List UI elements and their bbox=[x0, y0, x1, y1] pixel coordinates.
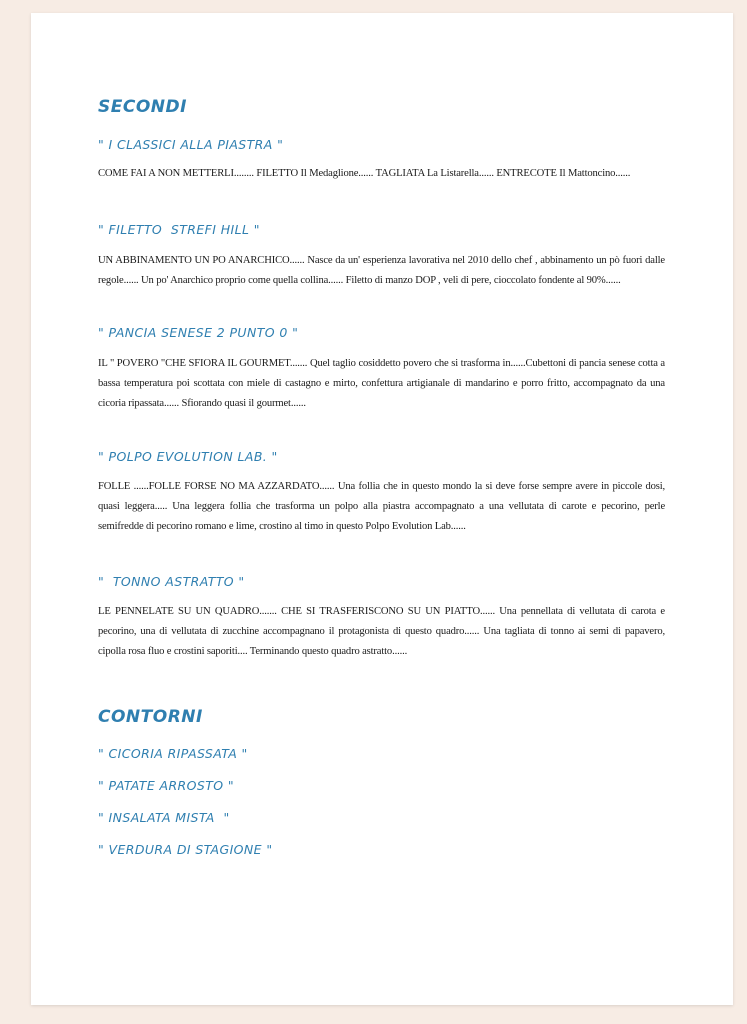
contorno-item: " PATATE ARROSTO " bbox=[98, 778, 235, 793]
menu-page bbox=[31, 13, 733, 1005]
dish-description-pancia: IL " POVERO "CHE SFIORA IL GOURMET....... Quel taglio cosiddetto povero che si trasforma in......Cubettoni di pancia senese cotta a bassa temperatura poi scottata con miele di castagno e mirto, confettura artigianale di mandarino e porro fritto, accompagnato da una cicoria ripassata...... Sfiorando quasi il gourmet...... bbox=[98, 358, 665, 409]
dish-title-filetto: " FILETTO STREFI HILL " bbox=[98, 222, 260, 237]
contorno-item: " CICORIA RIPASSATA " bbox=[98, 746, 248, 761]
contorni-title: CONTORNI bbox=[98, 707, 203, 727]
dish-title-pancia: " PANCIA SENESE 2 PUNTO 0 " bbox=[98, 325, 299, 340]
contorno-item: " INSALATA MISTA " bbox=[98, 810, 230, 825]
dish-description-polpo: FOLLE ......FOLLE FORSE NO MA AZZARDATO...... Una follia che in questo mondo la si deve forse sempre avere in piccole dosi, quasi leggera..... Una leggera follia che trasforma un polpo alla piastra accompagnato a una vellutata di carote e pecorino, perle semifredde di pecorino romano e lime, crostino al timo in questo Polpo Evolution Lab...... bbox=[98, 481, 665, 532]
secondi-title: SECONDI bbox=[98, 97, 187, 117]
dish-description-tonno: LE PENNELATE SU UN QUADRO....... CHE SI TRASFERISCONO SU UN PIATTO...... Una pennellata di vellutata di carota e pecorino, una di vellutata di zucchine accompagnano il protagonista di questo quadro...... Una tagliata di tonno ai semi di papavero, cipolla rosa fluo e crostini saporiti.... Terminando questo quadro astratto...... bbox=[98, 606, 665, 657]
dish-description-filetto: UN ABBINAMENTO UN PO ANARCHICO...... Nasce da un' esperienza lavorativa nel 2010 dello chef , abbinamento un pò fuori dalle regole...... Un po' Anarchico proprio come quella collina...... Filetto di manzo DOP , veli di pere, cioccolato fondente al 90%...... bbox=[98, 255, 665, 286]
dish-title-tonno: " TONNO ASTRATTO " bbox=[98, 574, 245, 589]
dish-description-classici: COME FAI A NON METTERLI........ FILETTO Il Medaglione...... TAGLIATA La Listarella...... ENTRECOTE Il Mattoncino...... bbox=[98, 168, 631, 179]
contorno-item: " VERDURA DI STAGIONE " bbox=[98, 842, 273, 857]
dish-title-polpo: " POLPO EVOLUTION LAB. " bbox=[98, 449, 278, 464]
dish-title-classici: " I CLASSICI ALLA PIASTRA " bbox=[98, 137, 284, 152]
